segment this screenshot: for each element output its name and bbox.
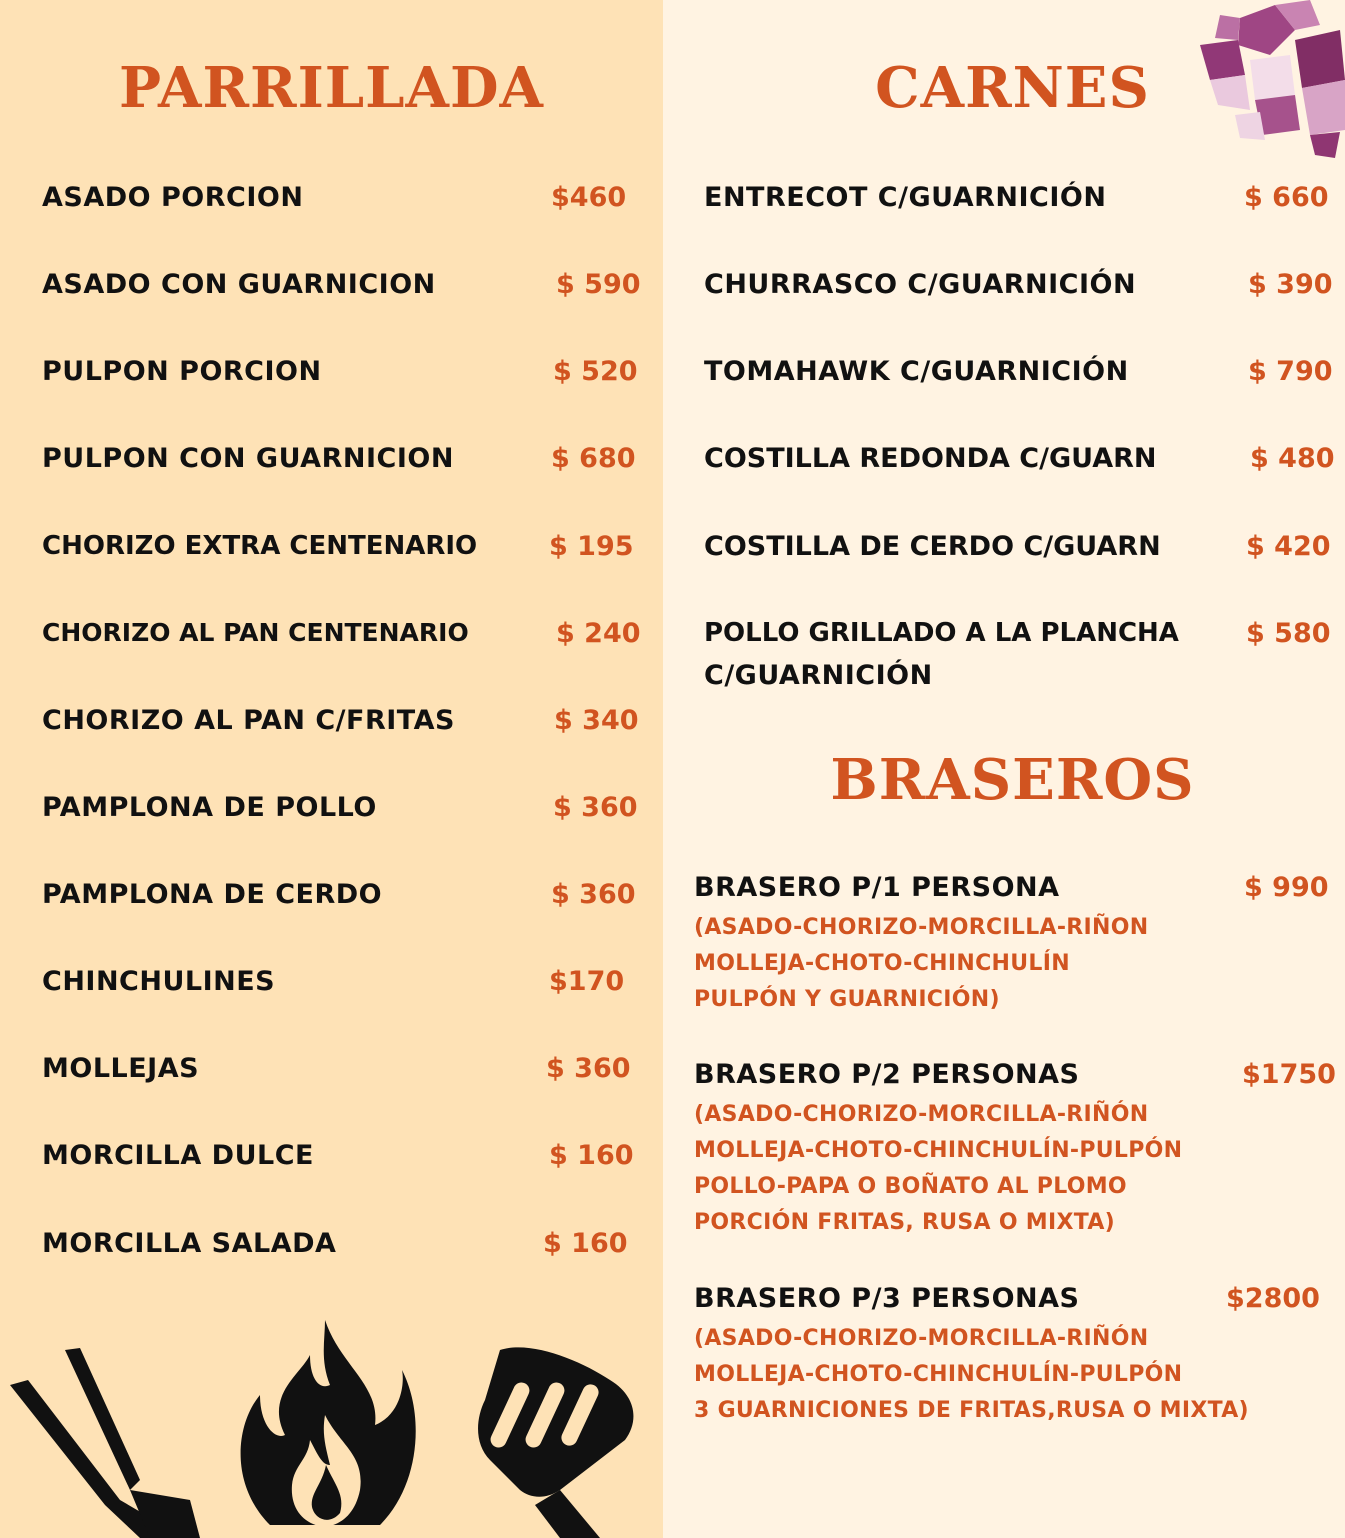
spatula-icon: [440, 1340, 640, 1538]
menu-item-name: MORCILLA SALADA: [42, 1228, 337, 1259]
description-line: MOLLEJA-CHOTO-CHINCHULÍN-PULPÓN: [694, 1362, 1183, 1387]
parrillada-title: PARRILLADA: [119, 55, 544, 121]
menu-item-name: PULPON PORCION: [42, 356, 322, 387]
flame-icon: [230, 1315, 420, 1538]
menu-item-price: $ 160: [543, 1228, 628, 1259]
menu-item-price: $ 790: [1248, 356, 1333, 387]
menu-item-price: $ 520: [553, 356, 638, 387]
grill-fork-icon: [0, 1340, 210, 1538]
menu-item-name: MOLLEJAS: [42, 1053, 200, 1084]
menu-item-price: $ 990: [1244, 872, 1329, 903]
menu-item-price: $ 360: [546, 1053, 631, 1084]
menu-item-name: ASADO CON GUARNICION: [42, 269, 436, 300]
menu-item-name: CHORIZO AL PAN CENTENARIO: [42, 618, 469, 647]
menu-item-price: $ 590: [556, 269, 641, 300]
description-line: (ASADO-CHORIZO-MORCILLA-RIÑÓN: [694, 1326, 1149, 1351]
description-line: PORCIÓN FRITAS, RUSA O MIXTA): [694, 1210, 1116, 1235]
description-line: (ASADO-CHORIZO-MORCILLA-RIÑON: [694, 915, 1149, 940]
menu-item-name: PULPON CON GUARNICION: [42, 443, 454, 474]
menu-item-price: $ 420: [1246, 531, 1331, 562]
menu-item-name-line2: C/GUARNICIÓN: [704, 660, 933, 691]
menu-item-price: $ 240: [556, 618, 641, 649]
menu-item-name: MORCILLA DULCE: [42, 1140, 314, 1171]
menu-item-name: BRASERO P/1 PERSONA: [694, 872, 1060, 903]
description-line: 3 GUARNICIONES DE FRITAS,RUSA O MIXTA): [694, 1398, 1249, 1423]
menu-item-price: $ 390: [1248, 269, 1333, 300]
menu-item-name: BRASERO P/3 PERSONAS: [694, 1283, 1080, 1314]
menu-item-price: $ 160: [549, 1140, 634, 1171]
menu-item-price: $ 195: [549, 531, 634, 562]
description-line: POLLO-PAPA O BOÑATO AL PLOMO: [694, 1174, 1127, 1199]
menu-item-price: $170: [549, 966, 625, 997]
menu-item-name: COSTILLA REDONDA C/GUARN: [704, 443, 1157, 474]
menu-item-name: TOMAHAWK C/GUARNICIÓN: [704, 356, 1129, 387]
menu-item-price: $ 660: [1244, 182, 1329, 213]
menu-item-name: COSTILLA DE CERDO C/GUARN: [704, 531, 1161, 562]
description-line: MOLLEJA-CHOTO-CHINCHULÍN-PULPÓN: [694, 1138, 1183, 1163]
menu-item-name: CHINCHULINES: [42, 966, 276, 997]
menu-item-name: CHORIZO EXTRA CENTENARIO: [42, 531, 478, 561]
carnes-title: CARNES: [875, 55, 1150, 121]
menu-item-name: BRASERO P/2 PERSONAS: [694, 1059, 1080, 1090]
description-line: (ASADO-CHORIZO-MORCILLA-RIÑÓN: [694, 1102, 1149, 1127]
description-line: MOLLEJA-CHOTO-CHINCHULÍN: [694, 951, 1070, 976]
menu-item-description: [694, 1321, 1249, 1429]
menu-item-price: $2800: [1226, 1283, 1320, 1314]
description-line: PULPÓN Y GUARNICIÓN): [694, 987, 1000, 1012]
menu-item-name: CHURRASCO C/GUARNICIÓN: [704, 269, 1137, 300]
menu-item-name: ASADO PORCION: [42, 182, 304, 213]
menu-item-description: [694, 1097, 1182, 1241]
menu-item-name: POLLO GRILLADO A LA PLANCHA: [704, 618, 1179, 648]
menu-item-price: $ 360: [551, 879, 636, 910]
menu-item-price: $ 680: [551, 443, 636, 474]
menu-item-price: $ 340: [554, 705, 639, 736]
menu-item-price: $1750: [1242, 1059, 1336, 1090]
menu-item-name: PAMPLONA DE CERDO: [42, 879, 383, 910]
menu-item-price: $ 360: [553, 792, 638, 823]
parrillada-panel: [0, 0, 663, 1538]
menu-item-price: $ 580: [1246, 618, 1331, 649]
menu-item-name: PAMPLONA DE POLLO: [42, 792, 377, 823]
menu-item-price: $ 480: [1250, 443, 1335, 474]
menu-item-name: CHORIZO AL PAN C/FRITAS: [42, 705, 455, 736]
braseros-title: BRASEROS: [830, 747, 1195, 813]
menu-item-name: ENTRECOT C/GUARNICIÓN: [704, 182, 1107, 213]
menu-item-description: [694, 910, 1148, 1018]
menu-item-price: $460: [551, 182, 627, 213]
